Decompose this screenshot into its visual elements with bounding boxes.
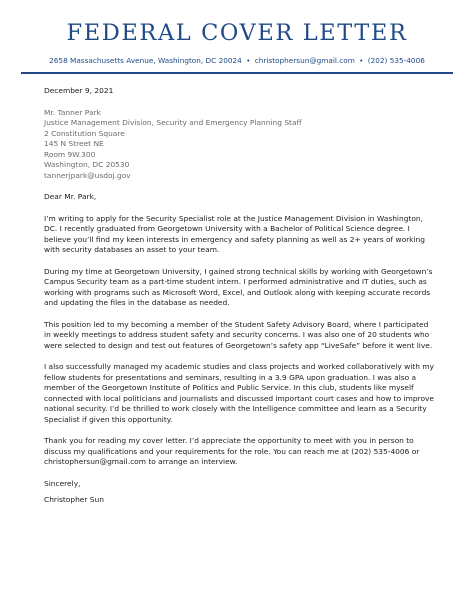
body-paragraph: I also successfully managed my academic studies and class projects and worked collaboratively with my fellow students for presentations and seminars, resulting in a 3.9 GPA upon graduation. I was also a member of the Georgetown Institute of Politics and Public Service. In this club, students like myself connected with local politicians and journalists and discussed important court cases and how to improve national security. I’d be thrilled to work closely with the Intelligence committee and learn as a Security Specialist if given this opportunity. (44, 362, 434, 424)
body-paragraph: During my time at Georgetown University, I gained strong technical skills by working with Georgetown’s Campus Security team as a part-time student intern. I performed administrative and IT duties, such as working with programs such as Microsoft Word, Excel, and Outlook along with keeping accurate records and updating the files in the database as needed. (44, 266, 433, 307)
document-title: FEDERAL COVER LETTER (66, 20, 408, 46)
recipient-email[interactable]: tannerjpark@usdoj.gov (44, 170, 131, 180)
recipient-block (44, 108, 436, 182)
body-paragraph: This position led to my becoming a member of the Student Safety Advisory Board, where I participated in weekly meetings to address student safety and security concerns. I was also one of 20 students who were selected to design and test out features of Georgetown’s safety app “LiveSafe” before it went live. (44, 319, 433, 350)
body-paragraph: I’m writing to apply for the Security Specialist role at the Justice Management Division in Washington, DC. I recently graduated from Georgetown University with a Bachelor of Political Science degree. I believe you’ll find my keen interests in emergency and safety planning as well as 2+ years of working with security databases an asset to your team. (44, 213, 425, 254)
recipient-address-line: 145 N Street NE (44, 139, 104, 148)
signature-name: Christopher Sun (44, 495, 104, 504)
contact-separator: • (359, 56, 364, 65)
contact-email[interactable]: christophersun@gmail.com (254, 56, 355, 65)
closing: Sincerely, (44, 478, 81, 488)
body-paragraph: Thank you for reading my cover letter. I’d appreciate the opportunity to meet with you in person to discuss my qualifications and your requirements for the role. You can reach me at (202) 535-4006 or christophersun@gmail.com to arrange an interview. (44, 436, 420, 466)
letter-body (44, 86, 436, 506)
recipient-name: Mr. Tanner Park (44, 107, 101, 117)
letter-date: December 9, 2021 (44, 86, 114, 95)
recipient-division: Justice Management Division, Security and Emergency Planning Staff (44, 118, 302, 127)
contact-separator: • (246, 56, 251, 65)
recipient-address-line: Room 9W.300 (44, 149, 96, 159)
contact-address: 2658 Massachusetts Avenue, Washington, DC 20024 (49, 56, 242, 65)
recipient-address-line: 2 Constitution Square (44, 128, 125, 138)
recipient-address-line: Washington, DC 20530 (44, 160, 130, 169)
salutation: Dear Mr. Park, (44, 192, 97, 201)
contact-line (0, 56, 474, 65)
header-divider (21, 72, 453, 74)
contact-phone: (202) 535-4006 (367, 56, 425, 65)
